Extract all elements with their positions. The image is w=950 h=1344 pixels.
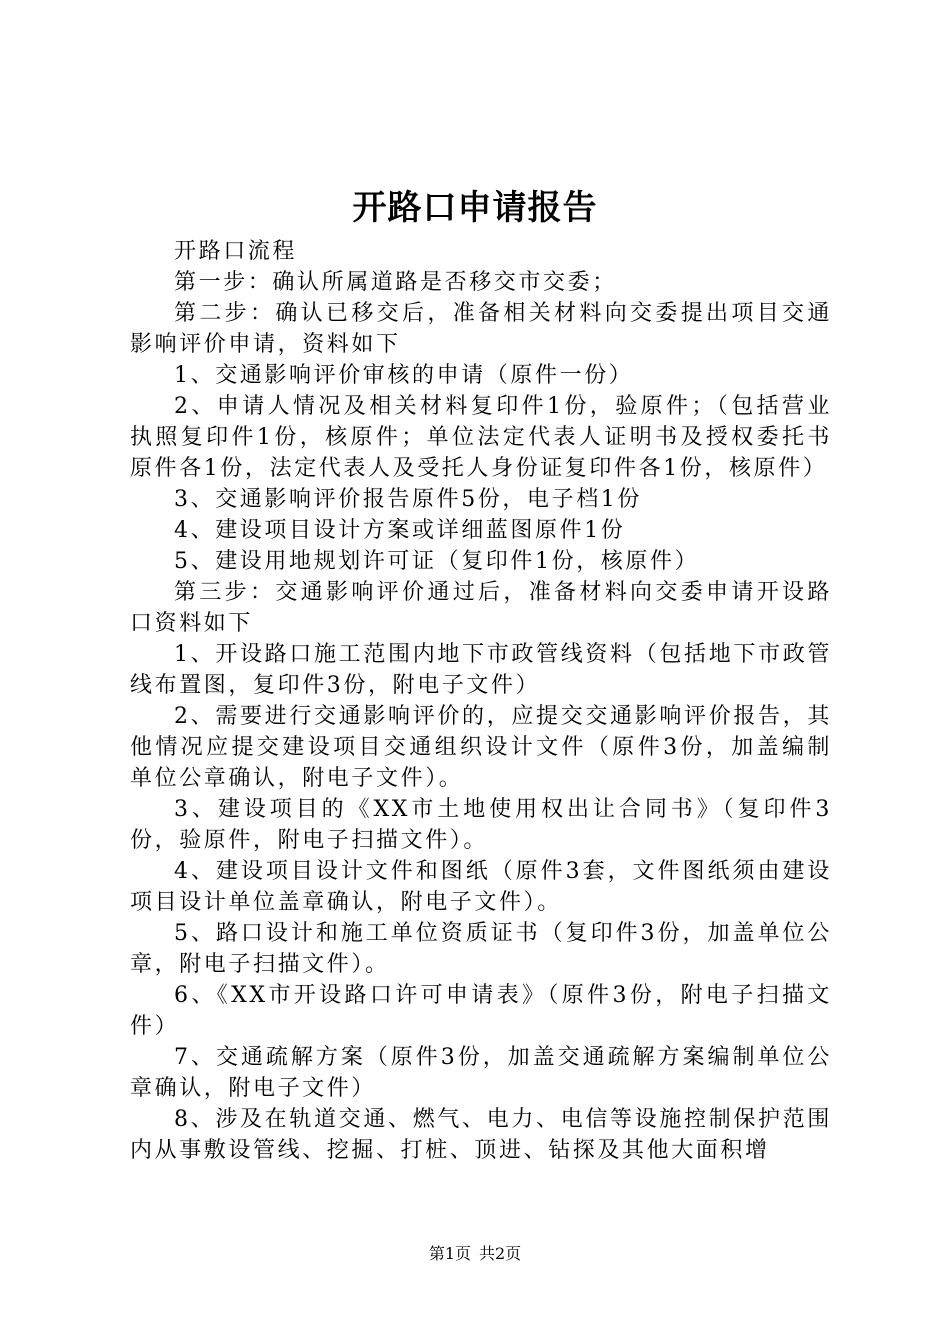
document-body bbox=[130, 236, 832, 1166]
paragraph-step-three-item-7: 7、交通疏解方案（原件3份，加盖交通疏解方案编制单位公章确认，附电子文件） bbox=[130, 1045, 832, 1101]
paragraph-step-two-item-2: 2、申请人情况及相关材料复印件1份，验原件；（包括营业执照复印件1份，核原件；单位法定代表人证明书及授权委托书原件各1份，法定代表人及受托人身份证复印件各1份，核原件） bbox=[130, 394, 832, 481]
paragraph-step-one: 第一步：确认所属道路是否移交市交委； bbox=[174, 270, 617, 295]
paragraph-step-three-item-6: 6、《XX市开设路口许可申请表》（原件3份，附电子扫描文件） bbox=[130, 983, 832, 1039]
paragraph-step-three-item-1: 1、开设路口施工范围内地下市政管线资料（包括地下市政管线布置图，复印件3份，附电子文件） bbox=[130, 642, 832, 698]
paragraph-step-two-item-4: 4、建设项目设计方案或详细蓝图原件1份 bbox=[174, 518, 626, 543]
page-number-total: 共2页 bbox=[479, 1244, 522, 1263]
paragraph-step-three: 第三步：交通影响评价通过后，准备材料向交委申请开设路口资料如下 bbox=[130, 580, 832, 636]
page-number-current: 第1页 bbox=[428, 1244, 471, 1263]
page-footer bbox=[0, 1243, 950, 1265]
document-title: 开路口申请报告 bbox=[352, 188, 598, 228]
paragraph-step-two: 第二步：确认已移交后，准备相关材料向交委提出项目交通影响评价申请，资料如下 bbox=[130, 301, 832, 357]
paragraph-step-three-item-2: 2、需要进行交通影响评价的，应提交交通影响评价报告，其他情况应提交建设项目交通组织设计文件（原件3份，加盖编制单位公章确认，附电子文件）。 bbox=[130, 704, 832, 791]
paragraph-step-three-item-8: 8、涉及在轨道交通、燃气、电力、电信等设施控制保护范围内从事敷设管线、挖掘、打桩、顶进、钻探及其他大面积增 bbox=[130, 1107, 832, 1163]
paragraph-step-two-item-5: 5、建设用地规划许可证（复印件1份，核原件） bbox=[174, 549, 700, 574]
paragraph-step-three-item-5: 5、路口设计和施工单位资质证书（复印件3份，加盖单位公章，附电子扫描文件）。 bbox=[130, 921, 832, 977]
paragraph-step-two-item-1: 1、交通影响评价审核的申请（原件一份） bbox=[174, 363, 634, 388]
paragraph-flow-heading: 开路口流程 bbox=[174, 239, 298, 264]
paragraph-step-two-item-3: 3、交通影响评价报告原件5份，电子档1份 bbox=[174, 487, 642, 512]
paragraph-step-three-item-4: 4、建设项目设计文件和图纸（原件3套，文件图纸须由建设项目设计单位盖章确认，附电子文件）。 bbox=[130, 859, 832, 915]
paragraph-step-three-item-3: 3、建设项目的《XX市土地使用权出让合同书》（复印件3份，验原件，附电子扫描文件）。 bbox=[130, 797, 832, 853]
